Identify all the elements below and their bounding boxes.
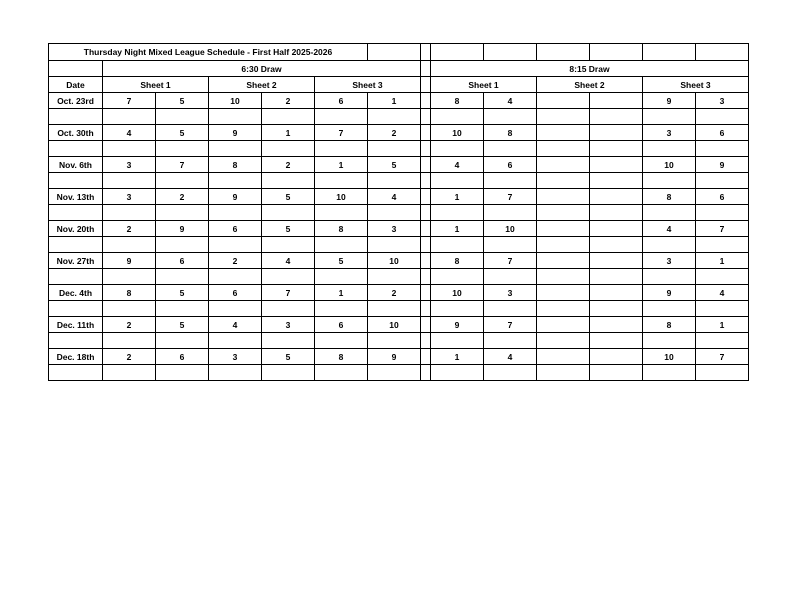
cell-815-1: 1 bbox=[431, 189, 484, 205]
cell-815-5: 9 bbox=[643, 93, 696, 109]
cell-630-5: 8 bbox=[315, 221, 368, 237]
cell-630-6: 10 bbox=[368, 253, 421, 269]
gap-column-cell bbox=[421, 365, 431, 381]
cell-630-6: 2 bbox=[368, 285, 421, 301]
gap-column-cell bbox=[421, 301, 431, 317]
table-row bbox=[49, 317, 749, 333]
cell-815-3 bbox=[537, 349, 590, 365]
cell-815-2: 7 bbox=[484, 317, 537, 333]
spacer-cell-815-4 bbox=[590, 301, 643, 317]
cell-630-4: 4 bbox=[262, 253, 315, 269]
title-row-spacer-5 bbox=[590, 44, 643, 61]
cell-815-4 bbox=[590, 317, 643, 333]
spacer-cell-630-5 bbox=[315, 141, 368, 157]
gap-column-cell bbox=[421, 253, 431, 269]
cell-630-4: 5 bbox=[262, 349, 315, 365]
spacer-cell-630-4 bbox=[262, 141, 315, 157]
spacer-cell-815-6 bbox=[696, 205, 749, 221]
spacer-cell-630-2 bbox=[156, 269, 209, 285]
cell-815-3 bbox=[537, 253, 590, 269]
spacer-cell-630-4 bbox=[262, 205, 315, 221]
sheet-header-row bbox=[49, 77, 749, 93]
cell-630-4: 1 bbox=[262, 125, 315, 141]
title-row-spacer-3 bbox=[484, 44, 537, 61]
cell-815-2: 3 bbox=[484, 285, 537, 301]
spacer-cell-630-2 bbox=[156, 109, 209, 125]
cell-815-1: 8 bbox=[431, 93, 484, 109]
spacer-cell-630-1 bbox=[103, 205, 156, 221]
spacer-date-cell bbox=[49, 109, 103, 125]
cell-630-2: 5 bbox=[156, 285, 209, 301]
cell-815-6: 6 bbox=[696, 189, 749, 205]
table-row bbox=[49, 189, 749, 205]
spacer-cell-630-1 bbox=[103, 109, 156, 125]
spacer-cell-630-3 bbox=[209, 237, 262, 253]
spacer-cell-815-2 bbox=[484, 109, 537, 125]
spacer-cell-630-2 bbox=[156, 173, 209, 189]
spacer-cell-630-2 bbox=[156, 301, 209, 317]
table-row bbox=[49, 93, 749, 109]
cell-630-2: 9 bbox=[156, 221, 209, 237]
gap-column-cell bbox=[421, 77, 431, 93]
spacer-row bbox=[49, 269, 749, 285]
title-row-spacer-7 bbox=[696, 44, 749, 61]
spacer-cell-630-3 bbox=[209, 269, 262, 285]
spacer-cell-815-2 bbox=[484, 141, 537, 157]
spacer-cell-815-6 bbox=[696, 269, 749, 285]
cell-815-3 bbox=[537, 157, 590, 173]
cell-815-1: 10 bbox=[431, 285, 484, 301]
spacer-cell-630-1 bbox=[103, 173, 156, 189]
cell-630-4: 2 bbox=[262, 157, 315, 173]
spacer-cell-630-1 bbox=[103, 237, 156, 253]
cell-815-4 bbox=[590, 189, 643, 205]
row-date: Nov. 13th bbox=[49, 189, 103, 205]
table-row bbox=[49, 221, 749, 237]
spacer-cell-815-5 bbox=[643, 141, 696, 157]
cell-815-3 bbox=[537, 317, 590, 333]
cell-815-3 bbox=[537, 125, 590, 141]
spacer-cell-630-2 bbox=[156, 365, 209, 381]
spacer-row bbox=[49, 301, 749, 317]
schedule-table bbox=[48, 43, 749, 381]
spacer-cell-815-4 bbox=[590, 237, 643, 253]
row-date: Nov. 20th bbox=[49, 221, 103, 237]
cell-815-1: 4 bbox=[431, 157, 484, 173]
cell-630-3: 8 bbox=[209, 157, 262, 173]
spacer-date-cell bbox=[49, 205, 103, 221]
cell-630-1: 4 bbox=[103, 125, 156, 141]
cell-630-3: 2 bbox=[209, 253, 262, 269]
spacer-cell-815-6 bbox=[696, 333, 749, 349]
spacer-cell-815-3 bbox=[537, 365, 590, 381]
gap-column-cell bbox=[421, 333, 431, 349]
cell-815-3 bbox=[537, 285, 590, 301]
spacer-cell-630-3 bbox=[209, 141, 262, 157]
spacer-cell-630-1 bbox=[103, 333, 156, 349]
cell-630-6: 4 bbox=[368, 189, 421, 205]
sheet-header-630-2: Sheet 2 bbox=[209, 77, 315, 93]
gap-column-cell bbox=[421, 189, 431, 205]
cell-815-4 bbox=[590, 285, 643, 301]
cell-630-3: 6 bbox=[209, 285, 262, 301]
gap-column-cell bbox=[421, 61, 431, 77]
cell-630-5: 6 bbox=[315, 93, 368, 109]
cell-815-1: 1 bbox=[431, 221, 484, 237]
table-row bbox=[49, 157, 749, 173]
gap-column-cell bbox=[421, 157, 431, 173]
spacer-cell-815-1 bbox=[431, 269, 484, 285]
draw-header-row bbox=[49, 61, 749, 77]
cell-630-6: 10 bbox=[368, 317, 421, 333]
spacer-date-cell bbox=[49, 269, 103, 285]
draw-label-815: 8:15 Draw bbox=[431, 61, 749, 77]
spacer-date-cell bbox=[49, 333, 103, 349]
cell-815-4 bbox=[590, 125, 643, 141]
cell-815-4 bbox=[590, 221, 643, 237]
cell-815-6: 9 bbox=[696, 157, 749, 173]
spacer-cell-630-5 bbox=[315, 109, 368, 125]
spacer-cell-815-3 bbox=[537, 205, 590, 221]
cell-815-1: 9 bbox=[431, 317, 484, 333]
cell-815-2: 6 bbox=[484, 157, 537, 173]
cell-815-3 bbox=[537, 221, 590, 237]
table-row bbox=[49, 285, 749, 301]
title-row-spacer-2 bbox=[431, 44, 484, 61]
spacer-cell-815-5 bbox=[643, 269, 696, 285]
spacer-cell-815-1 bbox=[431, 141, 484, 157]
cell-630-1: 9 bbox=[103, 253, 156, 269]
gap-column-cell bbox=[421, 349, 431, 365]
spacer-cell-630-6 bbox=[368, 237, 421, 253]
spacer-row bbox=[49, 333, 749, 349]
spacer-cell-815-6 bbox=[696, 173, 749, 189]
cell-630-1: 3 bbox=[103, 157, 156, 173]
spacer-cell-815-5 bbox=[643, 237, 696, 253]
cell-630-2: 2 bbox=[156, 189, 209, 205]
title-row-spacer-1 bbox=[368, 44, 421, 61]
spacer-cell-630-6 bbox=[368, 269, 421, 285]
spacer-cell-815-4 bbox=[590, 109, 643, 125]
title-row bbox=[49, 44, 749, 61]
cell-630-2: 5 bbox=[156, 125, 209, 141]
cell-815-2: 7 bbox=[484, 189, 537, 205]
spacer-cell-630-3 bbox=[209, 333, 262, 349]
title-row-spacer-6 bbox=[643, 44, 696, 61]
spacer-cell-630-6 bbox=[368, 365, 421, 381]
spacer-cell-815-4 bbox=[590, 173, 643, 189]
row-date: Oct. 30th bbox=[49, 125, 103, 141]
cell-815-5: 8 bbox=[643, 189, 696, 205]
cell-815-5: 3 bbox=[643, 125, 696, 141]
table-row bbox=[49, 253, 749, 269]
sheet-header-630-3: Sheet 3 bbox=[315, 77, 421, 93]
sheet-header-815-2: Sheet 2 bbox=[537, 77, 643, 93]
gap-column-cell bbox=[421, 205, 431, 221]
cell-630-2: 7 bbox=[156, 157, 209, 173]
cell-630-1: 3 bbox=[103, 189, 156, 205]
spacer-cell-815-1 bbox=[431, 301, 484, 317]
spacer-cell-815-6 bbox=[696, 301, 749, 317]
cell-630-4: 3 bbox=[262, 317, 315, 333]
row-date: Dec. 4th bbox=[49, 285, 103, 301]
cell-630-6: 9 bbox=[368, 349, 421, 365]
spacer-cell-630-5 bbox=[315, 237, 368, 253]
spacer-cell-815-1 bbox=[431, 173, 484, 189]
spacer-cell-815-4 bbox=[590, 269, 643, 285]
cell-815-1: 8 bbox=[431, 253, 484, 269]
cell-630-3: 3 bbox=[209, 349, 262, 365]
spacer-cell-815-5 bbox=[643, 173, 696, 189]
cell-815-2: 7 bbox=[484, 253, 537, 269]
spacer-cell-815-2 bbox=[484, 269, 537, 285]
cell-815-4 bbox=[590, 157, 643, 173]
spacer-cell-815-2 bbox=[484, 237, 537, 253]
cell-815-5: 9 bbox=[643, 285, 696, 301]
cell-630-4: 5 bbox=[262, 221, 315, 237]
cell-630-5: 8 bbox=[315, 349, 368, 365]
draw-label-630: 6:30 Draw bbox=[103, 61, 421, 77]
spacer-cell-815-2 bbox=[484, 301, 537, 317]
cell-630-1: 7 bbox=[103, 93, 156, 109]
spacer-cell-815-6 bbox=[696, 141, 749, 157]
spacer-cell-815-4 bbox=[590, 333, 643, 349]
spacer-date-cell bbox=[49, 237, 103, 253]
cell-630-2: 5 bbox=[156, 317, 209, 333]
gap-column-cell bbox=[421, 237, 431, 253]
spacer-cell-815-1 bbox=[431, 205, 484, 221]
spacer-cell-630-6 bbox=[368, 173, 421, 189]
cell-815-6: 4 bbox=[696, 285, 749, 301]
spacer-cell-815-4 bbox=[590, 141, 643, 157]
spacer-cell-630-5 bbox=[315, 365, 368, 381]
row-date: Oct. 23rd bbox=[49, 93, 103, 109]
spacer-date-cell bbox=[49, 301, 103, 317]
spacer-cell-815-5 bbox=[643, 109, 696, 125]
spacer-cell-630-4 bbox=[262, 269, 315, 285]
cell-630-3: 4 bbox=[209, 317, 262, 333]
spacer-cell-630-4 bbox=[262, 109, 315, 125]
sheet-header-630-1: Sheet 1 bbox=[103, 77, 209, 93]
cell-630-3: 10 bbox=[209, 93, 262, 109]
spacer-row bbox=[49, 205, 749, 221]
spacer-date-cell bbox=[49, 141, 103, 157]
gap-column-cell bbox=[421, 285, 431, 301]
spacer-cell-815-3 bbox=[537, 301, 590, 317]
spacer-cell-630-2 bbox=[156, 333, 209, 349]
spacer-cell-630-5 bbox=[315, 269, 368, 285]
cell-630-5: 6 bbox=[315, 317, 368, 333]
cell-630-2: 5 bbox=[156, 93, 209, 109]
page-title: Thursday Night Mixed League Schedule - First Half 2025-2026 bbox=[49, 44, 368, 61]
cell-815-6: 7 bbox=[696, 221, 749, 237]
cell-815-2: 8 bbox=[484, 125, 537, 141]
spacer-cell-815-5 bbox=[643, 205, 696, 221]
cell-815-4 bbox=[590, 253, 643, 269]
cell-630-5: 5 bbox=[315, 253, 368, 269]
cell-815-5: 3 bbox=[643, 253, 696, 269]
spacer-cell-815-2 bbox=[484, 365, 537, 381]
row-date: Nov. 6th bbox=[49, 157, 103, 173]
spacer-row bbox=[49, 141, 749, 157]
spacer-cell-630-6 bbox=[368, 333, 421, 349]
spacer-cell-630-5 bbox=[315, 173, 368, 189]
table-row bbox=[49, 125, 749, 141]
cell-815-6: 7 bbox=[696, 349, 749, 365]
spacer-cell-815-1 bbox=[431, 237, 484, 253]
spacer-cell-630-1 bbox=[103, 365, 156, 381]
spacer-cell-815-3 bbox=[537, 237, 590, 253]
spacer-cell-815-4 bbox=[590, 365, 643, 381]
spacer-cell-630-1 bbox=[103, 269, 156, 285]
cell-815-5: 10 bbox=[643, 157, 696, 173]
spacer-cell-815-2 bbox=[484, 173, 537, 189]
row-date: Nov. 27th bbox=[49, 253, 103, 269]
cell-815-2: 4 bbox=[484, 93, 537, 109]
cell-815-6: 1 bbox=[696, 317, 749, 333]
cell-815-6: 1 bbox=[696, 253, 749, 269]
spacer-cell-630-3 bbox=[209, 205, 262, 221]
gap-column-cell bbox=[421, 173, 431, 189]
spacer-cell-815-5 bbox=[643, 365, 696, 381]
cell-815-5: 4 bbox=[643, 221, 696, 237]
cell-630-1: 2 bbox=[103, 221, 156, 237]
gap-column-cell bbox=[421, 93, 431, 109]
spacer-cell-630-2 bbox=[156, 141, 209, 157]
cell-815-2: 4 bbox=[484, 349, 537, 365]
spacer-cell-630-4 bbox=[262, 173, 315, 189]
gap-column-cell bbox=[421, 269, 431, 285]
gap-column-cell bbox=[421, 141, 431, 157]
spacer-cell-630-2 bbox=[156, 237, 209, 253]
spacer-date-cell bbox=[49, 173, 103, 189]
spacer-cell-630-6 bbox=[368, 141, 421, 157]
spacer-cell-630-1 bbox=[103, 141, 156, 157]
cell-630-2: 6 bbox=[156, 349, 209, 365]
gap-column-cell bbox=[421, 317, 431, 333]
cell-815-1: 1 bbox=[431, 349, 484, 365]
cell-630-1: 8 bbox=[103, 285, 156, 301]
cell-815-3 bbox=[537, 189, 590, 205]
spacer-cell-815-2 bbox=[484, 205, 537, 221]
cell-630-6: 3 bbox=[368, 221, 421, 237]
title-row-spacer-4 bbox=[537, 44, 590, 61]
spacer-cell-630-1 bbox=[103, 301, 156, 317]
spacer-cell-815-1 bbox=[431, 365, 484, 381]
spacer-cell-630-3 bbox=[209, 365, 262, 381]
cell-630-5: 7 bbox=[315, 125, 368, 141]
gap-column-cell bbox=[421, 109, 431, 125]
spacer-cell-815-5 bbox=[643, 333, 696, 349]
cell-630-5: 10 bbox=[315, 189, 368, 205]
spacer-cell-630-4 bbox=[262, 333, 315, 349]
table-row bbox=[49, 349, 749, 365]
spacer-cell-815-1 bbox=[431, 109, 484, 125]
gap-column-cell bbox=[421, 125, 431, 141]
cell-630-5: 1 bbox=[315, 157, 368, 173]
cell-815-2: 10 bbox=[484, 221, 537, 237]
cell-815-6: 3 bbox=[696, 93, 749, 109]
spacer-cell-630-5 bbox=[315, 301, 368, 317]
spacer-row bbox=[49, 237, 749, 253]
cell-815-5: 10 bbox=[643, 349, 696, 365]
spacer-cell-630-4 bbox=[262, 301, 315, 317]
spacer-cell-630-2 bbox=[156, 205, 209, 221]
cell-630-5: 1 bbox=[315, 285, 368, 301]
cell-630-6: 1 bbox=[368, 93, 421, 109]
spacer-cell-630-3 bbox=[209, 109, 262, 125]
spacer-cell-630-3 bbox=[209, 301, 262, 317]
spacer-cell-815-3 bbox=[537, 141, 590, 157]
spacer-cell-815-3 bbox=[537, 333, 590, 349]
cell-630-3: 6 bbox=[209, 221, 262, 237]
spacer-date-cell bbox=[49, 365, 103, 381]
cell-815-1: 10 bbox=[431, 125, 484, 141]
spacer-cell-630-4 bbox=[262, 365, 315, 381]
cell-630-4: 7 bbox=[262, 285, 315, 301]
cell-815-3 bbox=[537, 93, 590, 109]
spacer-row bbox=[49, 173, 749, 189]
spacer-cell-630-5 bbox=[315, 205, 368, 221]
spacer-cell-815-3 bbox=[537, 173, 590, 189]
title-row-gap bbox=[421, 44, 431, 61]
schedule-sheet bbox=[48, 43, 748, 381]
spacer-cell-630-6 bbox=[368, 109, 421, 125]
cell-630-2: 6 bbox=[156, 253, 209, 269]
cell-630-3: 9 bbox=[209, 125, 262, 141]
spacer-cell-630-3 bbox=[209, 173, 262, 189]
spacer-cell-815-3 bbox=[537, 269, 590, 285]
cell-630-3: 9 bbox=[209, 189, 262, 205]
spacer-row bbox=[49, 365, 749, 381]
sheet-header-815-3: Sheet 3 bbox=[643, 77, 749, 93]
spacer-cell-630-6 bbox=[368, 301, 421, 317]
spacer-cell-815-2 bbox=[484, 333, 537, 349]
spacer-cell-815-6 bbox=[696, 365, 749, 381]
cell-630-6: 2 bbox=[368, 125, 421, 141]
row-date: Dec. 11th bbox=[49, 317, 103, 333]
spacer-cell-815-6 bbox=[696, 237, 749, 253]
spacer-cell-815-1 bbox=[431, 333, 484, 349]
spacer-row bbox=[49, 109, 749, 125]
sheet-header-815-1: Sheet 1 bbox=[431, 77, 537, 93]
date-column-header: Date bbox=[49, 77, 103, 93]
cell-630-4: 2 bbox=[262, 93, 315, 109]
cell-815-5: 8 bbox=[643, 317, 696, 333]
gap-column-cell bbox=[421, 221, 431, 237]
spacer-cell-815-3 bbox=[537, 109, 590, 125]
cell-630-1: 2 bbox=[103, 349, 156, 365]
spacer-cell-815-6 bbox=[696, 109, 749, 125]
row-date: Dec. 18th bbox=[49, 349, 103, 365]
cell-815-4 bbox=[590, 349, 643, 365]
spacer-cell-815-5 bbox=[643, 301, 696, 317]
cell-815-4 bbox=[590, 93, 643, 109]
spacer-cell-630-6 bbox=[368, 205, 421, 221]
cell-630-6: 5 bbox=[368, 157, 421, 173]
draw-header-corner bbox=[49, 61, 103, 77]
cell-630-1: 2 bbox=[103, 317, 156, 333]
spacer-cell-630-5 bbox=[315, 333, 368, 349]
spacer-cell-630-4 bbox=[262, 237, 315, 253]
cell-630-4: 5 bbox=[262, 189, 315, 205]
spacer-cell-815-4 bbox=[590, 205, 643, 221]
cell-815-6: 6 bbox=[696, 125, 749, 141]
